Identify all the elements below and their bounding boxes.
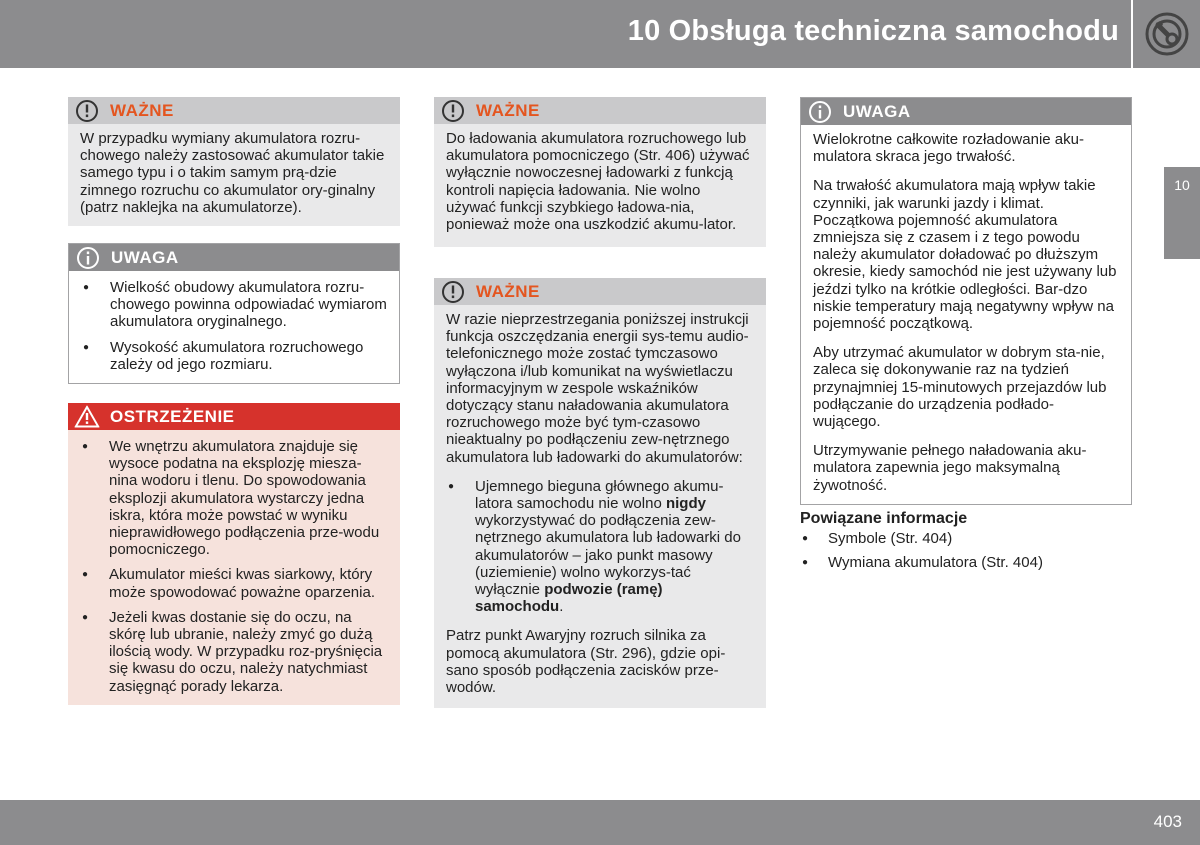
exclamation-circle-icon: [72, 97, 102, 124]
box-body: [68, 430, 400, 705]
box-title: UWAGA: [843, 101, 911, 121]
box-header: [68, 403, 400, 430]
list-item: ● Wysokość akumulatora rozruchowego zależy od jego rozmiaru.: [81, 339, 387, 373]
box-outro: Patrz punkt Awaryjny rozruch silnika za pomocą akumulatora (Str. 296), gdzie opi-sano sposób podłączenia zacisków prze-wodów.: [446, 627, 726, 697]
page-header: [0, 0, 1131, 68]
related-link[interactable]: ● Symbole (Str. 404): [800, 529, 1140, 549]
important-box-replacement: [68, 97, 400, 226]
related-link[interactable]: ● Wymiana akumulatora (Str. 404): [800, 553, 1140, 573]
warning-triangle-icon: [72, 403, 102, 430]
wrench-gear-icon: [1144, 11, 1190, 57]
page-number: 403: [1153, 812, 1182, 831]
note-box-size: [68, 243, 400, 384]
info-circle-icon: [73, 244, 103, 271]
related-info: [800, 509, 1140, 573]
important-box-charging: [434, 97, 766, 247]
box-title: OSTRZEŻENIE: [110, 406, 235, 426]
list-item: ● Wielkość obudowy akumulatora rozru-chowego powinna odpowiadać wymiarom akumulatora oryginalnego.: [81, 279, 387, 331]
exclamation-circle-icon: [438, 278, 468, 305]
list-item: ● Ujemnego bieguna głównego akumu-latora samochodu nie wolno nigdy wykorzystywać do podłączenia zew-nętrznego akumulatora lub ładowarki do akumulatorów – jako punkt masowy (uziemienie) wolno wykorzys-tać wyłącznie podwozie (ramę) samochodu.: [446, 478, 754, 616]
chapter-icon-box: [1133, 0, 1200, 68]
box-title: WAŻNE: [476, 281, 540, 301]
chapter-number: 10: [1174, 177, 1190, 193]
chapter-side-tab: [1164, 167, 1200, 259]
paragraph: Utrzymywanie pełnego naładowania aku-mulatora zapewnia jego maksymalną żywotność.: [813, 442, 1087, 494]
box-body: [69, 271, 399, 383]
paragraph: Aby utrzymać akumulator w dobrym sta-nie, zaleca się dokonywanie raz na tydzień przynajmniej 15-minutowych przejazdów lub podłączanie do urządzenia podłado-wującego.: [813, 344, 1107, 431]
paragraph: Wielokrotne całkowite rozładowanie aku-mulatora skraca jego trwałość.: [813, 131, 1084, 166]
page-footer: [0, 800, 1200, 845]
box-header: [69, 244, 399, 271]
box-text: W przypadku wymiany akumulatora rozru-chowego należy zastosować akumulator takie samego typu i o takim samym prą-dzie zimnego rozruchu co akumulator ory-ginalny (patrz naklejka na akumulatorze).: [80, 130, 385, 216]
warning-box-explosion: [68, 403, 400, 705]
exclamation-circle-icon: [438, 97, 468, 124]
list-item: ● Jeżeli kwas dostanie się do oczu, na skórę lub ubranie, należy zmyć go dużą ilością wody. W przypadku roz-pryśnięcia się kwasu do oczu, należy natychmiast zasięgnąć porady lekarza.: [80, 609, 388, 695]
box-header: [68, 97, 400, 124]
box-header: [801, 98, 1131, 125]
chapter-title: 10 Obsługa techniczna samochodu: [627, 15, 1119, 47]
box-title: WAŻNE: [476, 100, 540, 120]
paragraph: Na trwałość akumulatora mają wpływ takie czynniki, jak warunki jazdy i klimat. Początkowa pojemność akumulatora zmniejsza się z czasem i z tego powodu należy akumulator doładować po dłuższym okresie, kiedy samochód nie jest używany lub jeździ tylko na krótkie odległości. Bar-dzo niskie temperatury mają negatywny wpływ na pojemność początkową.: [813, 177, 1117, 333]
box-text: Do ładowania akumulatora rozruchowego lub akumulatora pomocniczego (Str. 406) używać wyłącznie nowoczesnej ładowarki z funkcją kontroli napięcia ładowania. Nie wolno używać funkcji szybkiego ładowa-nia, ponieważ może ona uszkodzić akumu-lator.: [446, 130, 750, 234]
box-body: [801, 125, 1131, 504]
important-box-energy-saving: [434, 278, 766, 708]
box-body: [434, 305, 766, 708]
box-title: WAŻNE: [110, 100, 174, 120]
related-title: Powiązane informacje: [800, 510, 968, 527]
list-item: ● Akumulator mieści kwas siarkowy, który może spowodować poważne oparzenia.: [80, 566, 388, 600]
box-body: [68, 124, 400, 226]
box-header: [434, 278, 766, 305]
note-box-battery-life: [800, 97, 1132, 505]
info-circle-icon: [805, 98, 835, 125]
box-intro: W razie nieprzestrzegania poniższej instrukcji funkcja oszczędzania energii sys-temu audio-telefonicznego może zostać tymczasowo wyłączona i/lub komunikat na wyświetlaczu informacyjnym w zespole wskaźników dotyczący stanu naładowania akumulatora rozruchowego może być tym-czasowo nieaktualny po podłączeniu zew-nętrznego akumulatora lub ładowarki do akumulatorów:: [446, 311, 749, 466]
box-header: [434, 97, 766, 124]
box-title: UWAGA: [111, 247, 179, 267]
list-item: ● We wnętrzu akumulatora znajduje się wysoce podatna na eksplozję miesza-nina wodoru i tlenu. Do spowodowania eksplozji akumulatora wystarczy jedna iskra, która może powstać w wyniku nieprawidłowego podłączenia prze-wodu pomocniczego.: [80, 438, 388, 558]
box-body: [434, 124, 766, 247]
